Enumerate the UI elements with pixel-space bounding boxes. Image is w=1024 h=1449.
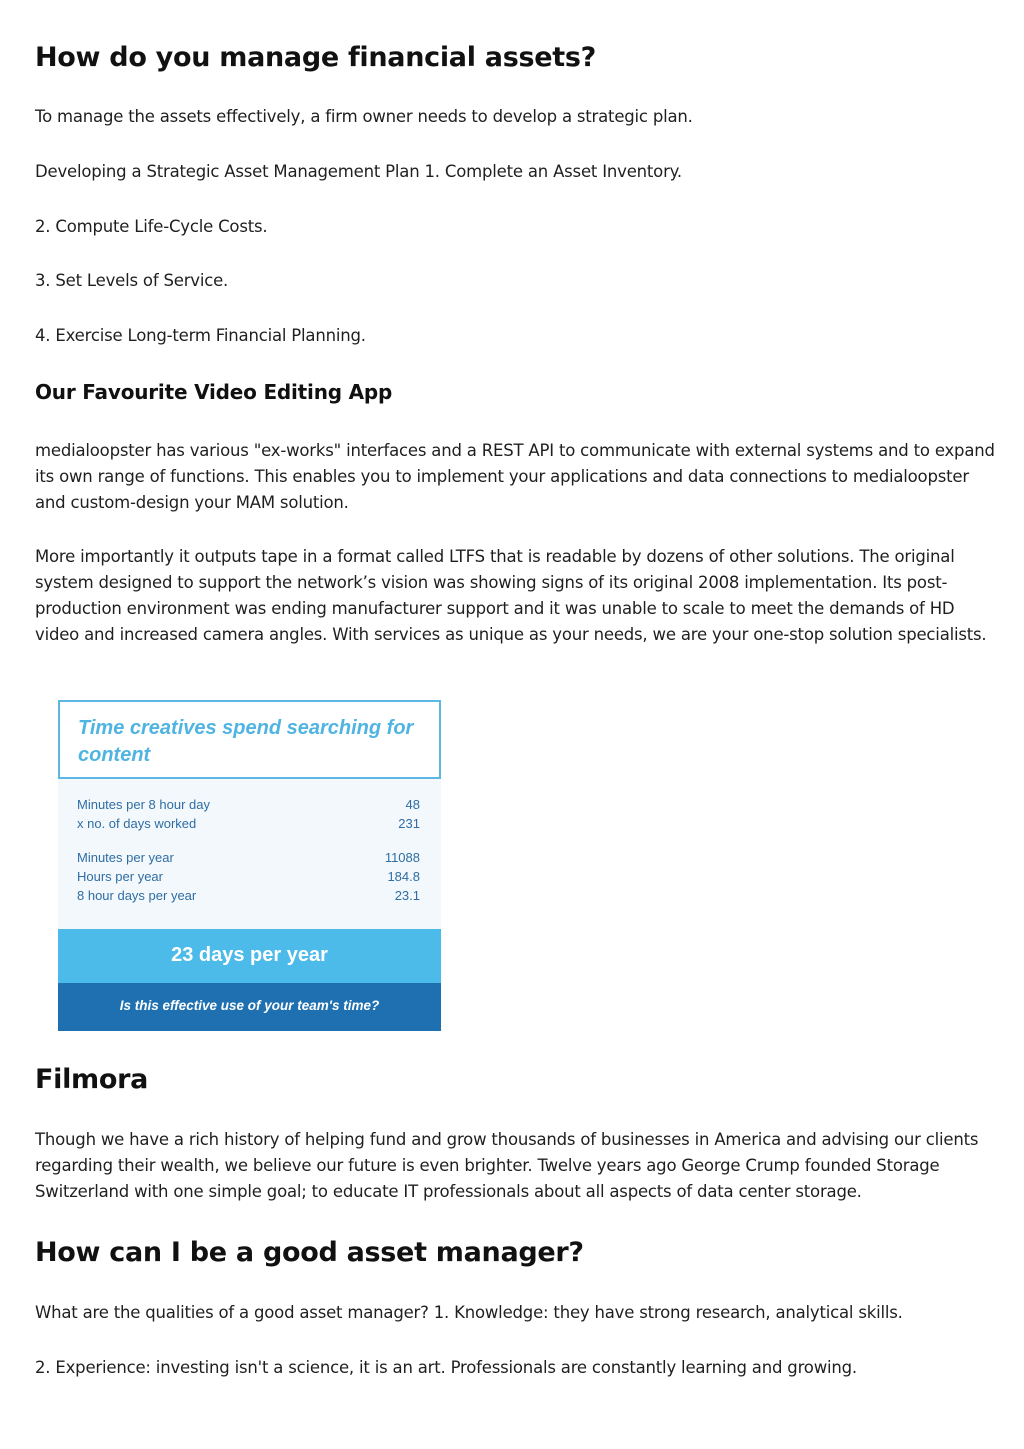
heading-video-editing-app: Our Favourite Video Editing App [35, 380, 393, 404]
paragraph: medialoopster has various "ex-works" interfaces and a REST API to communicate with external systems and to expand its own range of functions. This enables you to implement your applications and data connections to medialoopster and custom-design your MAM solution. [35, 441, 995, 512]
infographic-row [77, 867, 420, 886]
heading-filmora: Filmora [35, 1064, 149, 1095]
row-value: 231 [398, 816, 420, 831]
infographic-header [58, 700, 441, 779]
infographic-row [77, 886, 420, 905]
row-label: 8 hour days per year [77, 888, 197, 903]
infographic-footer [58, 983, 441, 1031]
row-label: Minutes per 8 hour day [77, 797, 210, 812]
row-label: Minutes per year [77, 850, 174, 865]
infographic-title: Time creatives spend searching for content [78, 717, 414, 766]
heading-manage-financial-assets: How do you manage financial assets? [35, 42, 596, 73]
paragraph: 2. Experience: investing isn't a science, it is an art. Professionals are constantly learning and growing. [35, 1358, 857, 1377]
row-value: 11088 [384, 850, 420, 865]
infographic-highlight: 23 days per year [171, 944, 328, 966]
row-label: x no. of days worked [77, 816, 197, 831]
row-value: 184.8 [387, 869, 420, 884]
infographic-search-time [58, 700, 441, 1031]
paragraph: To manage the assets effectively, a firm owner needs to develop a strategic plan. [35, 107, 693, 126]
infographic-row [77, 814, 420, 833]
paragraph: More importantly it outputs tape in a format called LTFS that is readable by dozens of other solutions. The original system designed to support the network’s vision was showing signs of its original 2008 implementation. Its post-production environment was ending manufacturer support and it was unable to scale to meet the demands of HD video and increased camera angles. With services as unique as your needs, we are your one-stop solution specialists. [35, 547, 987, 644]
infographic-question: Is this effective use of your team's time? [119, 998, 380, 1013]
paragraph: Developing a Strategic Asset Management Plan 1. Complete an Asset Inventory. [35, 162, 682, 181]
row-label: Hours per year [77, 869, 163, 884]
row-value: 48 [405, 797, 420, 812]
paragraph: 3. Set Levels of Service. [35, 271, 229, 290]
infographic-row [77, 795, 420, 814]
infographic-highlight-band [58, 929, 441, 983]
paragraph: What are the qualities of a good asset manager? 1. Knowledge: they have strong research, analytical skills. [35, 1303, 903, 1322]
paragraph: 4. Exercise Long-term Financial Planning. [35, 326, 366, 345]
infographic-row [77, 848, 420, 867]
row-value: 23.1 [394, 888, 420, 903]
paragraph: Though we have a rich history of helping fund and grow thousands of businesses in America and advising our clients regarding their wealth, we believe our future is even brighter. Twelve years ago George Crump founded Storage Switzerland with one simple goal; to educate IT professionals about all aspects of data center storage. [35, 1130, 979, 1201]
paragraph: 2. Compute Life-Cycle Costs. [35, 217, 268, 236]
heading-good-asset-manager: How can I be a good asset manager? [35, 1237, 584, 1268]
